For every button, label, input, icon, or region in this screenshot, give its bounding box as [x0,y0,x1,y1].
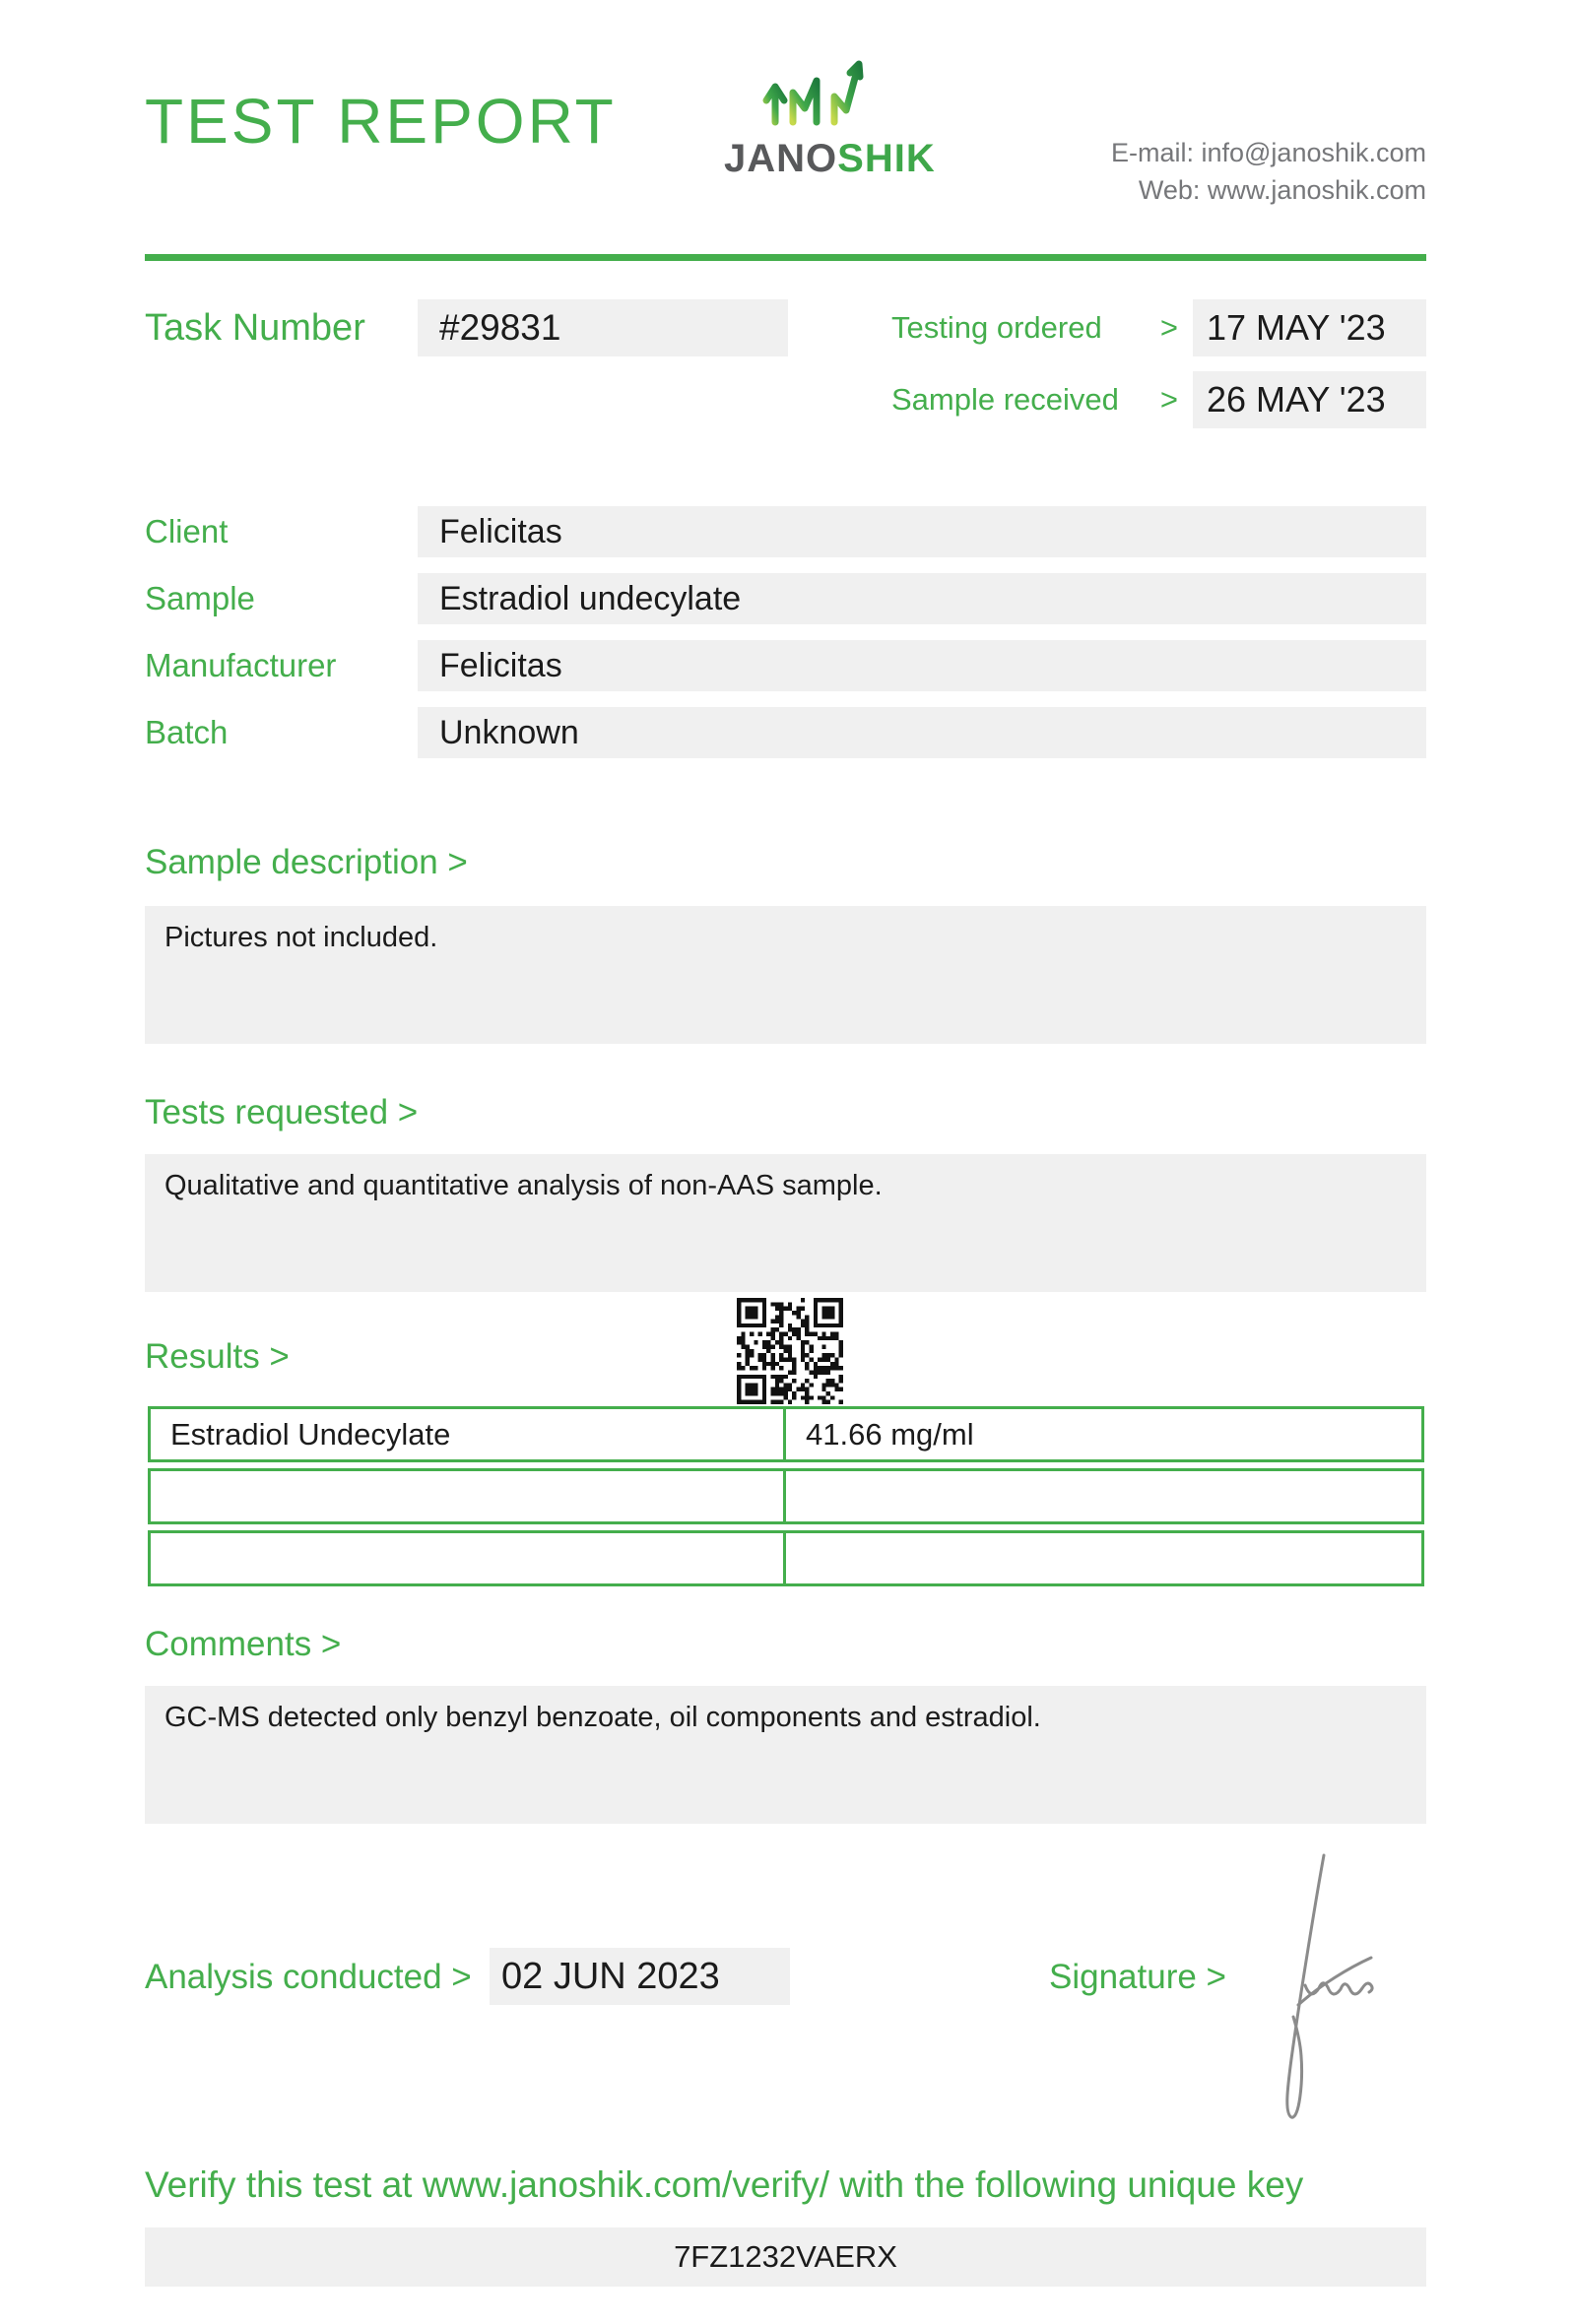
info-row-batch [145,707,1426,758]
tests-requested-heading: Tests requested > [145,1093,419,1131]
web-label: Web: [1138,175,1201,205]
results-table [148,1406,1424,1592]
testing-ordered-row [891,299,1426,356]
client-label: Client [145,513,229,549]
result-substance-empty2 [151,1533,786,1583]
result-substance: Estradiol Undecylate [151,1409,786,1459]
header-divider [145,254,1426,261]
unique-key-value: 7FZ1232VAERX [145,2227,1426,2287]
logo-text-dark: JANO [724,137,838,180]
sample-received-value: 26 MAY '23 [1193,371,1426,428]
info-row-sample [145,573,1426,624]
email-value: info@janoshik.com [1201,138,1426,167]
result-concentration: 41.66 mg/ml [806,1417,974,1452]
results-row-1 [148,1406,1424,1462]
result-substance-empty [151,1471,786,1521]
sample-description-body: Pictures not included. [145,906,1426,1044]
logo-text-green: SHIK [837,137,936,180]
testing-ordered-arrow: > [1159,310,1178,345]
sample-received-label: Sample received [891,382,1119,417]
tests-requested-body: Qualitative and quantitative analysis of non-AAS sample. [145,1154,1426,1292]
janoshik-logo [724,57,936,181]
testing-ordered-label: Testing ordered [891,310,1102,345]
qr-code [737,1298,843,1404]
testing-ordered-value: 17 MAY '23 [1193,299,1426,356]
web-value: www.janoshik.com [1207,175,1426,205]
comments-heading: Comments > [145,1625,342,1663]
growth-chart-arrow-icon [754,57,872,130]
sample-info-block [145,506,1426,774]
analysis-date-value: 02 JUN 2023 [490,1948,790,2005]
results-row-3 [148,1530,1424,1586]
info-row-client [145,506,1426,557]
sample-value: Estradiol undecylate [418,573,1426,624]
task-number-value: #29831 [418,299,788,356]
info-row-manufacturer [145,640,1426,691]
sample-received-arrow: > [1159,382,1178,417]
batch-value: Unknown [418,707,1426,758]
logo-wordmark [724,137,936,181]
batch-label: Batch [145,714,229,750]
signature-handwriting [1261,1847,1384,2133]
dates-block [891,299,1426,443]
signature-label: Signature > [1049,1958,1226,1996]
analysis-conducted-label: Analysis conducted > [145,1958,472,1996]
results-heading: Results > [145,1337,290,1376]
contact-email-line [1111,134,1426,171]
result-concentration-empty2 [786,1533,1421,1583]
verify-instruction: Verify this test at www.janoshik.com/verify/ with the following unique key [145,2164,1304,2205]
results-row-2 [148,1468,1424,1524]
email-label: E-mail: [1110,138,1194,167]
manufacturer-label: Manufacturer [145,647,337,683]
task-number-label: Task Number [145,307,365,349]
comments-body: GC-MS detected only benzyl benzoate, oil components and estradiol. [145,1686,1426,1824]
sample-label: Sample [145,580,255,616]
manufacturer-value: Felicitas [418,640,1426,691]
contact-block [1111,134,1426,209]
sample-description-heading: Sample description > [145,843,468,881]
sample-received-row [891,371,1426,428]
result-concentration-empty [786,1471,1421,1521]
client-value: Felicitas [418,506,1426,557]
contact-web-line [1111,171,1426,209]
page-title: TEST REPORT [145,86,617,157]
